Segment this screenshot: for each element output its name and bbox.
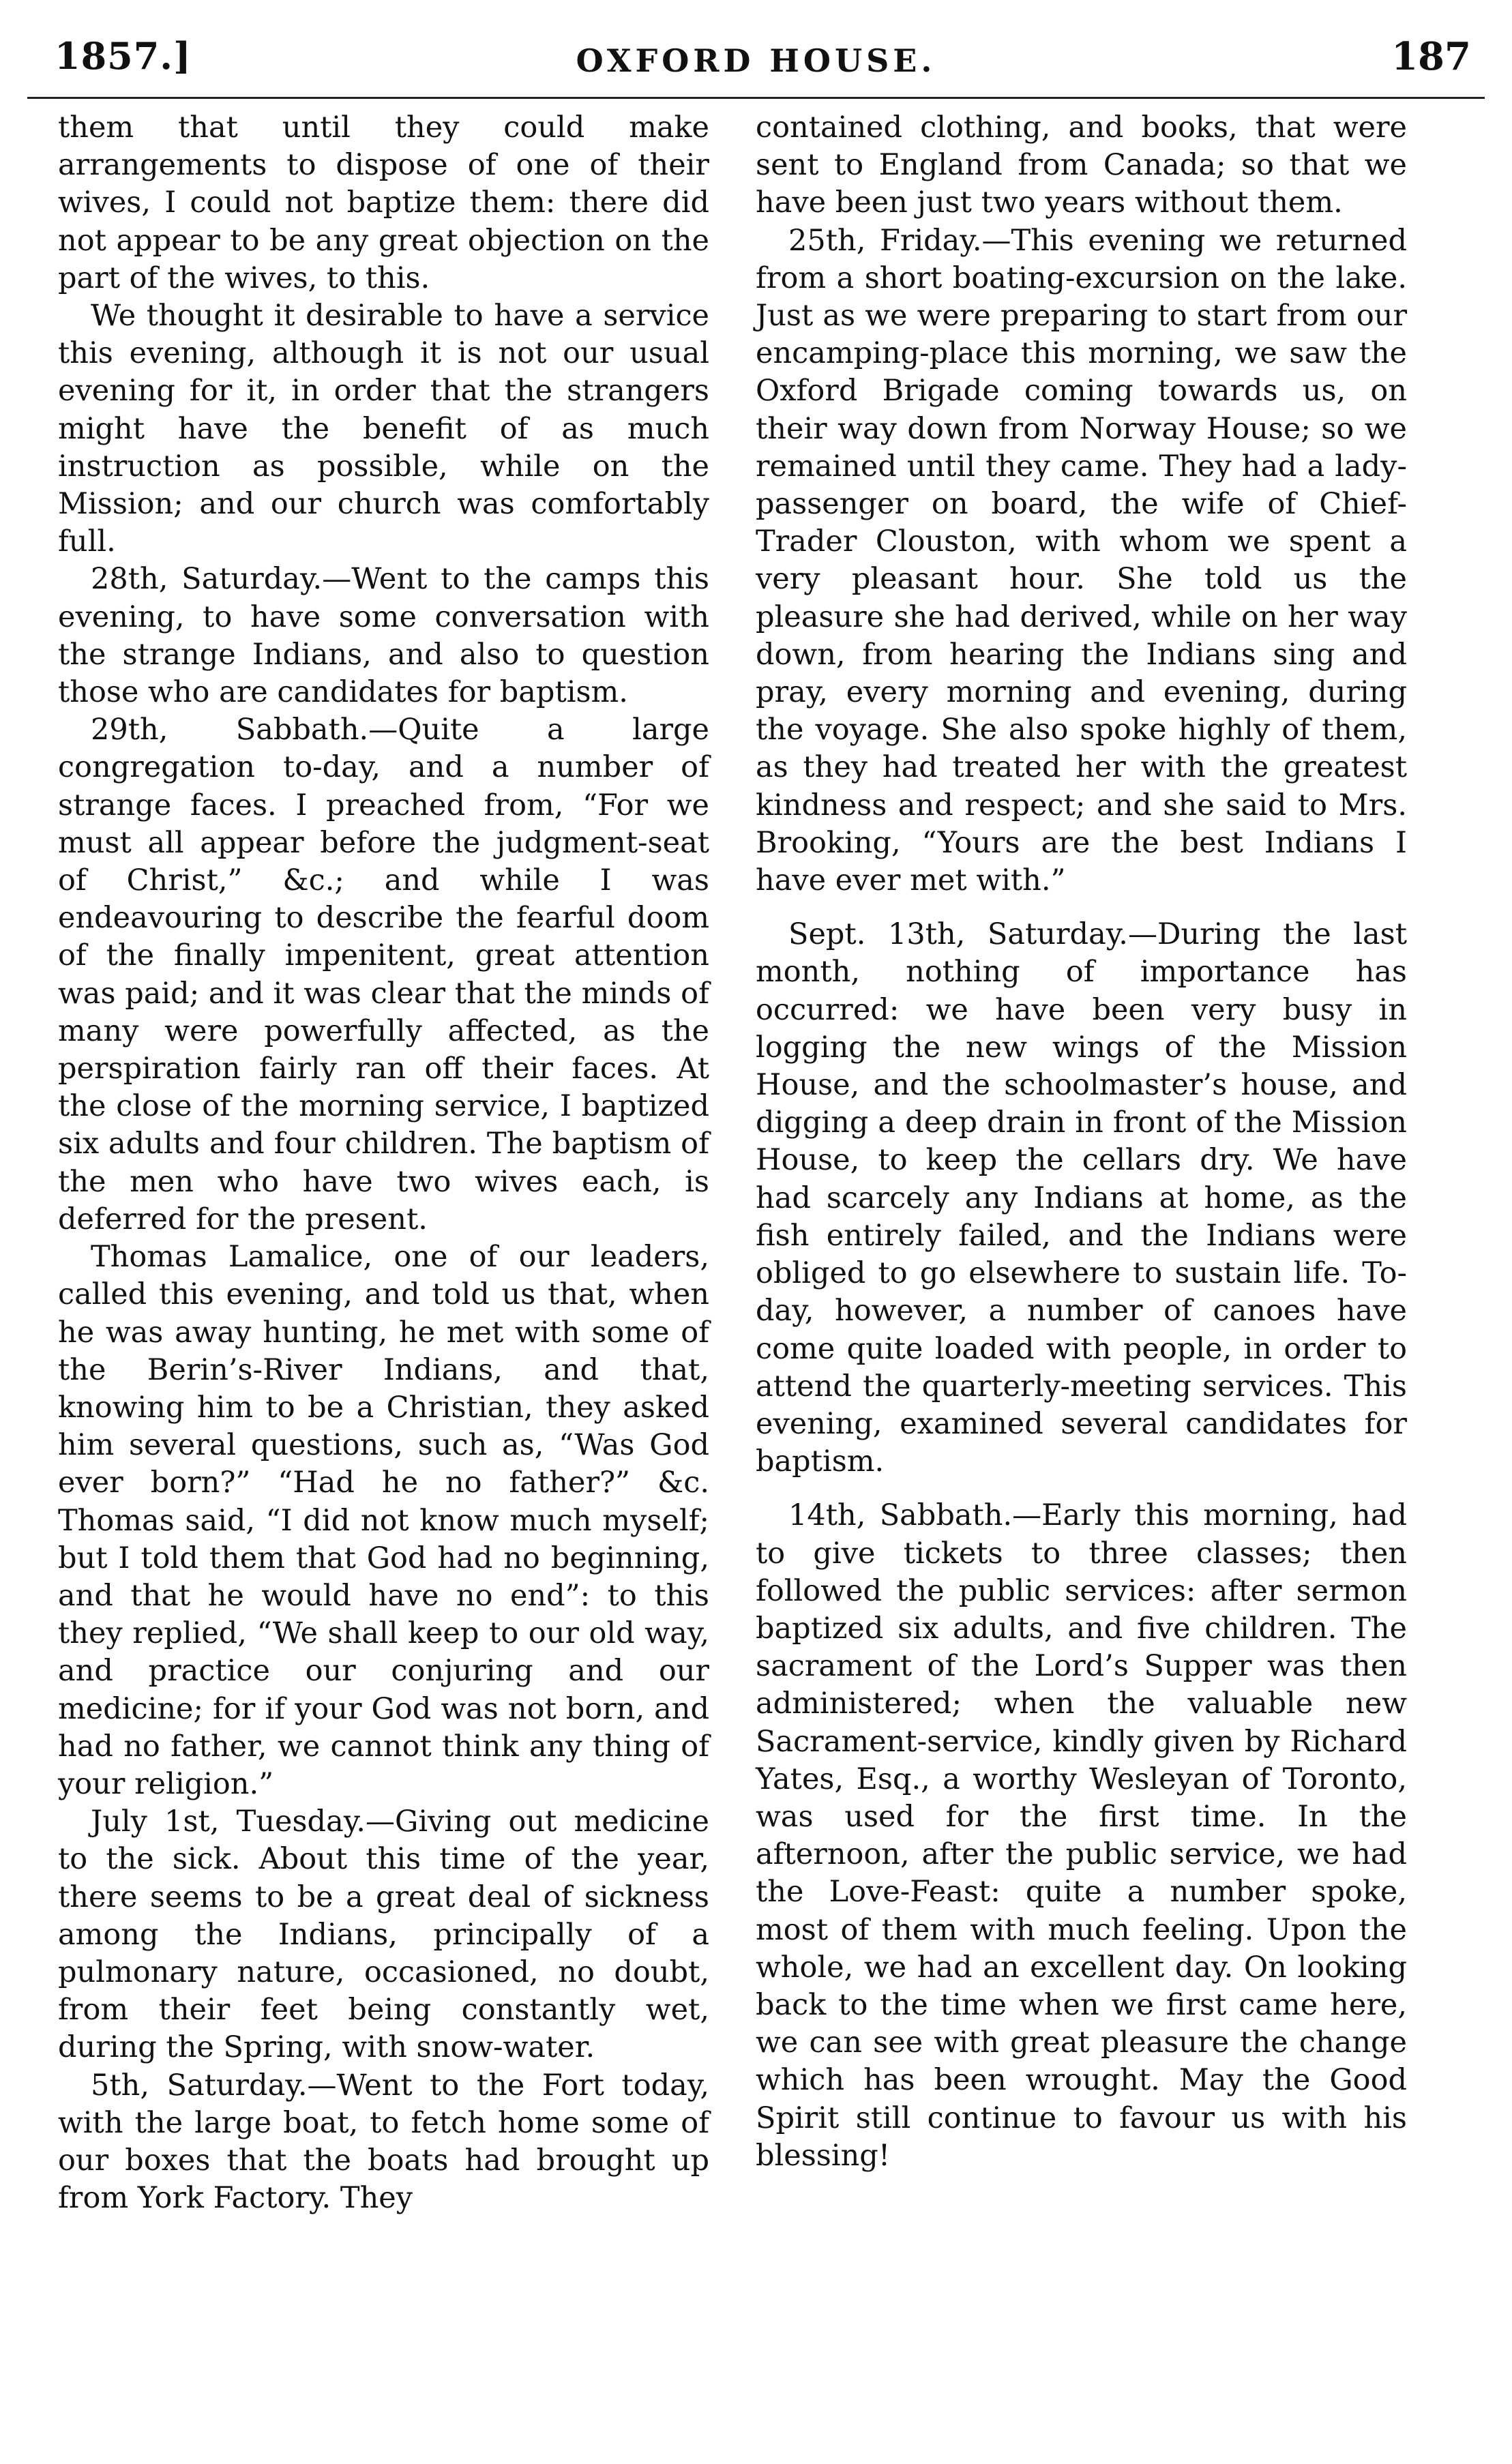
paragraph: July 1st, Tuesday.—Giving out medicine to the sick. About this time of the year, there seems to be a great deal of sickness among the Indians, principally of a pulmonary nature, occasioned, no doubt, from their feet being constantly wet, during the Spring, with snow-water. [58,1805,709,2065]
paragraph: 28th, Saturday.—Went to the camps this evening, to have some conversation with the strange Indians, and also to question those who are candidates for baptism. [58,562,709,710]
paragraph: 29th, Sabbath.—Quite a large congregation to-day, and a number of strange faces. I preached from, “For we must all appear before the judgment-seat of Christ,” &c.; and while I was endeavouring to describe the fearful doom of the finally impenitent, great attention was paid; and it was clear that the minds of many were powerfully affected, as the perspiration fairly ran off their faces. At the close of the morning service, I baptized six adults and four children. The baptism of the men who have two wives each, is deferred for the present. [58,713,709,1236]
header-year: 1857.] [55,34,192,78]
paragraph: 25th, Friday.—This evening we returned from a short boating-excursion on the lake. Just as we were preparing to start from our encamping-place this morning, we saw the Oxford Brigade coming towards us, on their way down from Norway House; so we remained until they came. They had a lady-passenger on board, the wife of Chief-Trader Clouston, with whom we spent a very pleasant hour. She told us the pleasure she had derived, while on her way down, from hearing the Indians sing and pray, every morning and evening, during the voyage. She also spoke highly of them, as they had treated her with the greatest kindness and respect; and she said to Mrs. Brooking, “Yours are the best Indians I have ever met with.” [756,223,1407,898]
running-header [27,15,1485,99]
paragraph: 5th, Saturday.—Went to the Fort today, with the large boat, to fetch home some of our boxes that the boats had brought up from York Factory. They [58,2068,709,2216]
left-column [58,109,709,2217]
right-column [756,109,1407,2175]
paragraph: them that until they could make arrangements to dispose of one of their wives, I could not baptize them: there did not appear to be any great objection on the part of the wives, to this. [58,110,709,295]
header-title: OXFORD HOUSE. [576,42,936,79]
paragraph: Thomas Lamalice, one of our leaders, called this evening, and told us that, when he was away hunting, he met with some of the Berin’s-River Indians, and that, knowing him to be a Christian, they asked him several questions, such as, “Was God ever born?” “Had he no father?” &c. Thomas said, “I did not know much myself; but I told them that God had no beginning, and that he would have no end”: to this they replied, “We shall keep to our old way, and practice our conjuring and our medicine; for if your God was not born, and had no father, we cannot think any thing of your religion.” [58,1240,709,1801]
paragraph: Sept. 13th, Saturday.—During the last month, nothing of importance has occurred: we have been very busy in logging the new wings of the Mission House, and the schoolmaster’s house, and digging a deep drain in front of the Mission House, to keep the cellars dry. We have had scarcely any Indians at home, as the fish entirely failed, and the Indians were obliged to go elsewhere to sustain life. To-day, however, a number of canoes have come quite loaded with people, in order to attend the quarterly-meeting services. This evening, examined several candidates for baptism. [756,917,1407,1479]
paragraph: contained clothing, and books, that were sent to England from Canada; so that we have been just two years without them. [756,110,1407,220]
paragraph: 14th, Sabbath.—Early this morning, had to give tickets to three classes; then followed the public services: after sermon baptized six adults, and five children. The sacrament of the Lord’s Supper was then administered; when the valuable new Sacrament-service, kindly given by Richard Yates, Esq., a worthy Wesleyan of Toronto, was used for the first time. In the afternoon, after the public service, we had the Love-Feast: quite a number spoke, most of them with much feeling. Upon the whole, we had an excellent day. On looking back to the time when we first came here, we can see with great pleasure the change which has been wrought. May the Good Spirit still continue to favour us with his blessing! [756,1498,1407,2173]
page-number: 187 [1391,34,1471,79]
paragraph: We thought it desirable to have a service this evening, although it is not our usual evening for it, in order that the strangers might have the benefit of as much instruction as possible, while on the Mission; and our church was comfortably full. [58,299,709,559]
